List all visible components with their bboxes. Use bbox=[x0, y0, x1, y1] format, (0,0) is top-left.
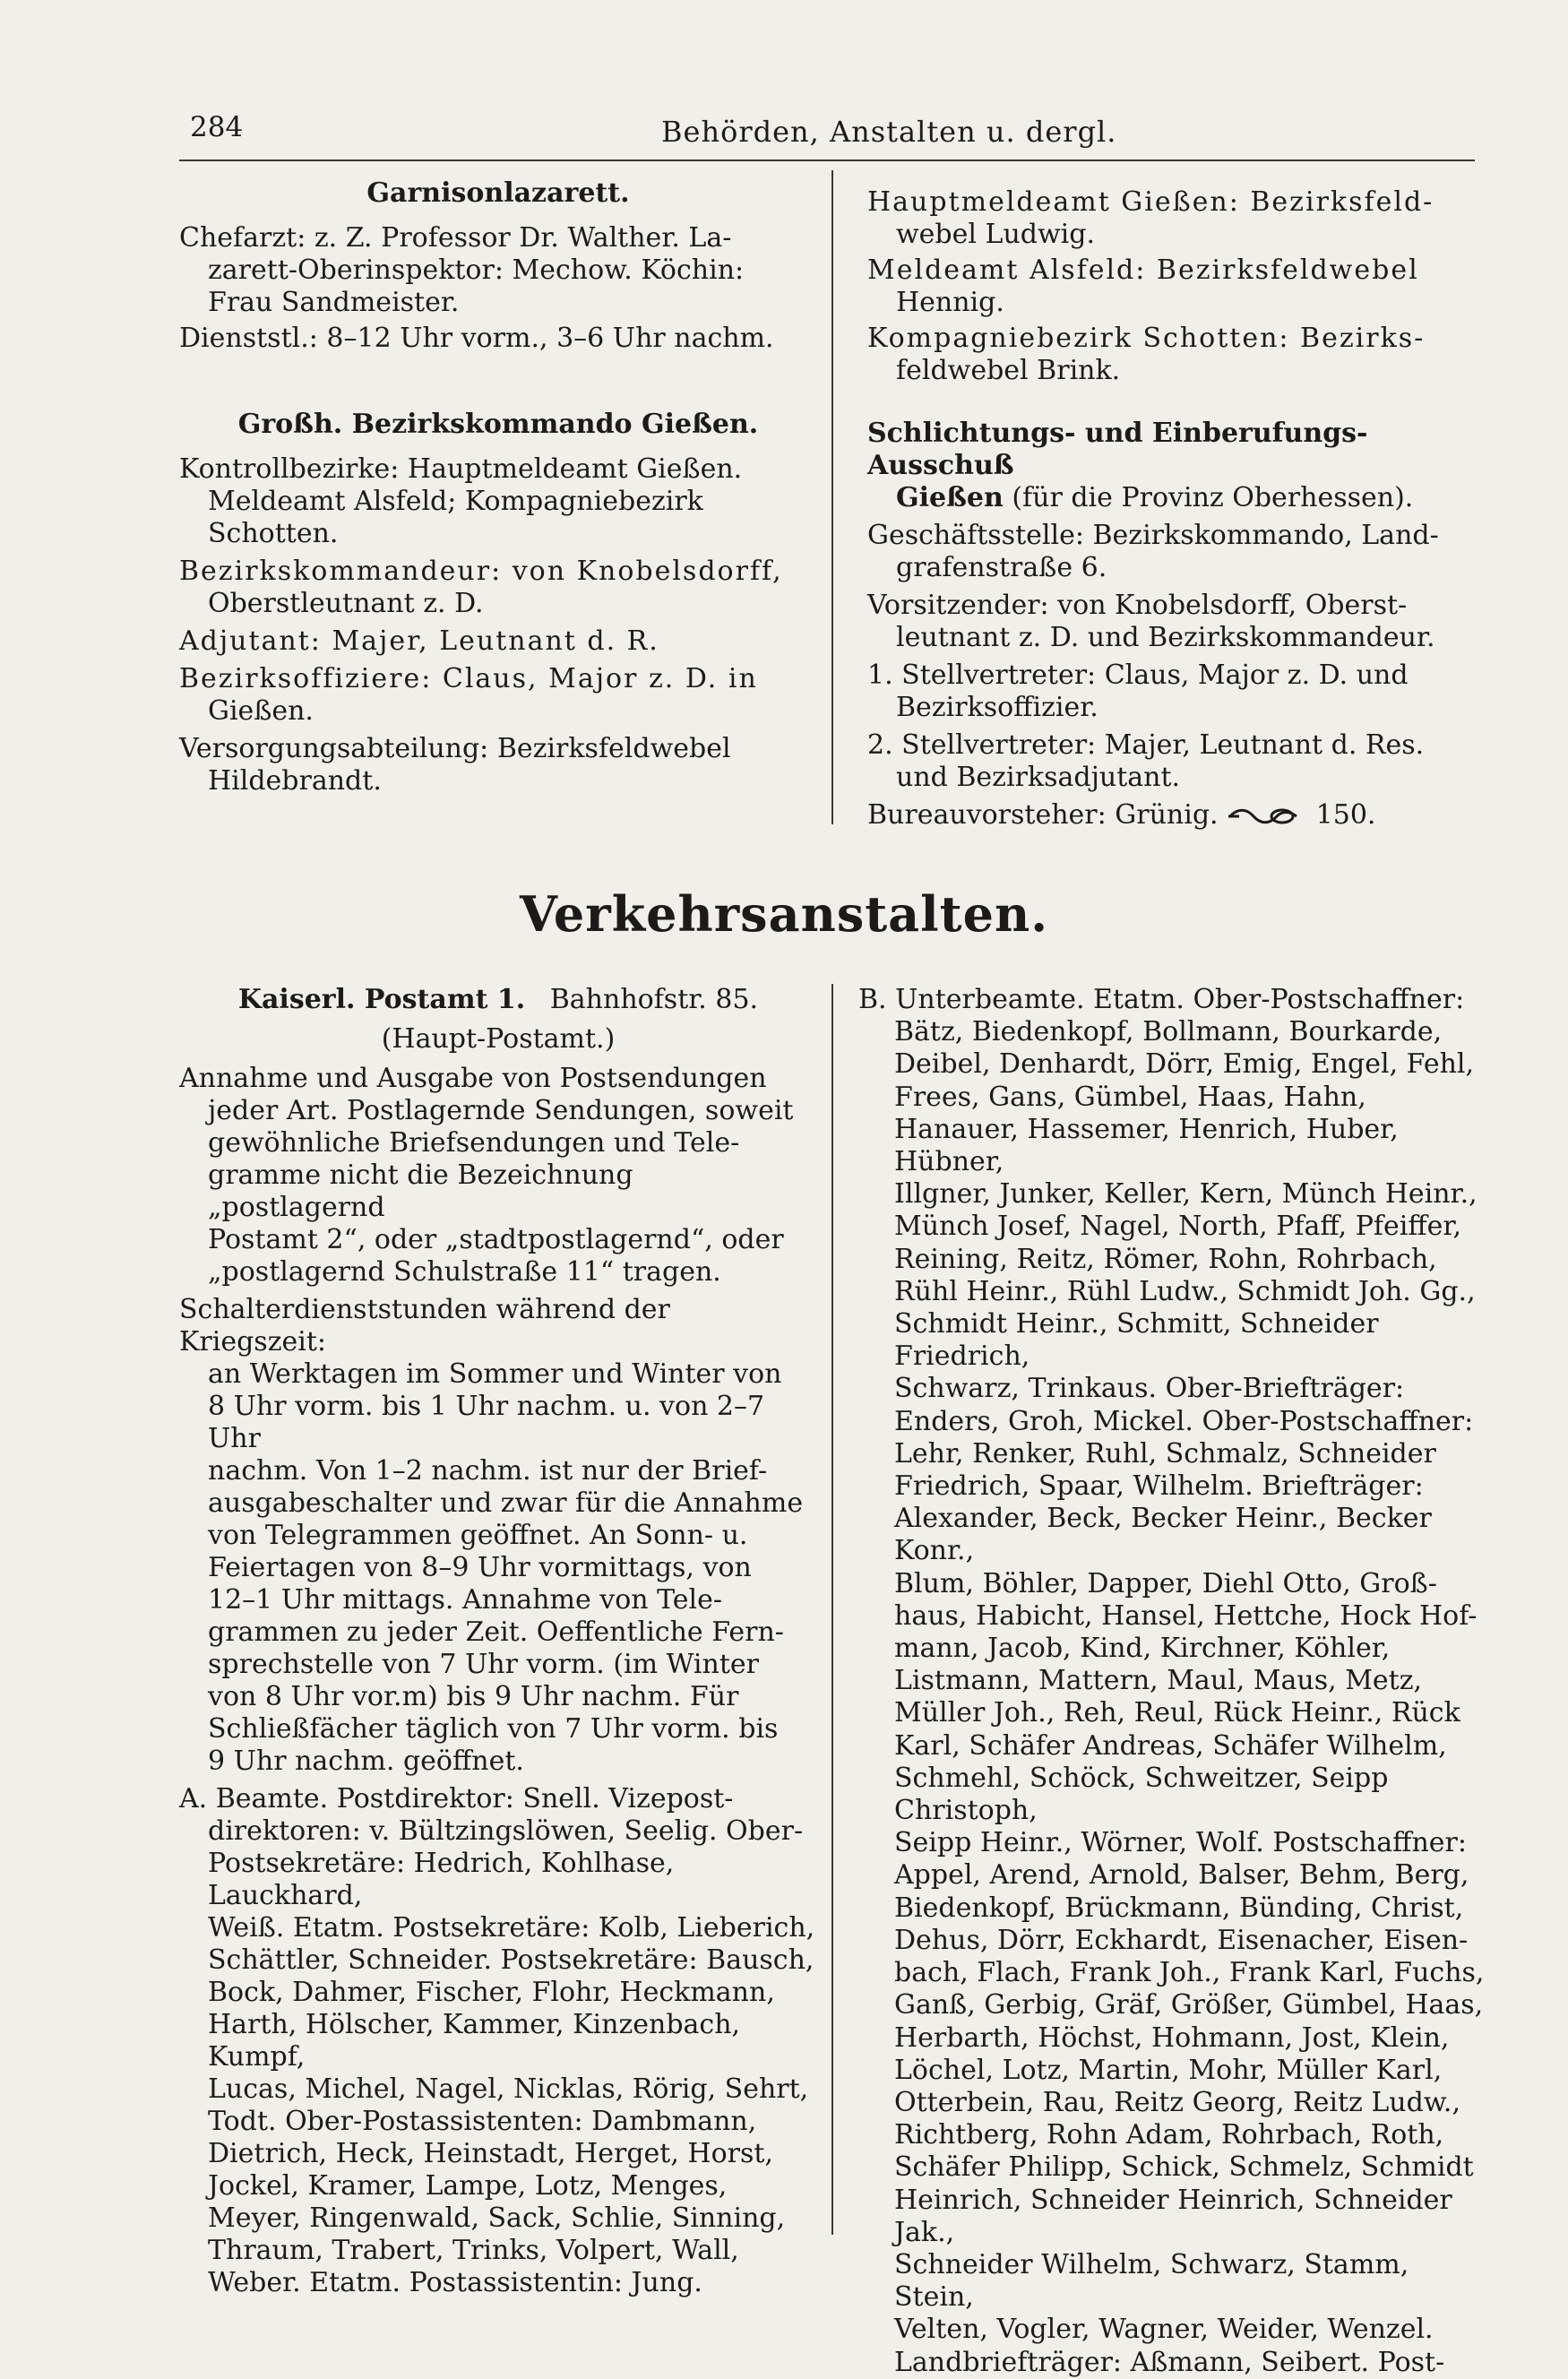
unterbeamte-line: Heinrich, Schneider Heinrich, Schneider Jak., bbox=[894, 2184, 1452, 2248]
unterbeamte-line: Landbriefträger: Aßmann, Seibert. Post- bbox=[894, 2346, 1445, 2378]
schlicht-line: Bezirksoffizier. bbox=[896, 692, 1098, 723]
postamt-heading bbox=[179, 984, 817, 1016]
unterbeamte-line: Müller Joh., Reh, Reul, Rück Heinr., Rück bbox=[894, 1697, 1460, 1729]
schlicht-line: Vorsitzender: von Knobelsdorff, Oberst- bbox=[867, 590, 1408, 621]
unterbeamte-line: Friedrich, Spaar, Wilhelm. Briefträger: bbox=[894, 1470, 1424, 1503]
bezirk-line: Versorgungsabteilung: Bezirksfeldwebel bbox=[179, 733, 731, 764]
annahme-line: Annahme und Ausgabe von Postsendungen bbox=[179, 1063, 767, 1094]
bureau-line bbox=[867, 799, 1486, 832]
column-divider-top bbox=[831, 170, 833, 824]
schalter-line: 8 Uhr vorm. bis 1 Uhr nachm. u. von 2–7 Uhr bbox=[208, 1391, 765, 1454]
schalter-line: 12–1 Uhr mittags. Annahme von Tele- bbox=[208, 1584, 723, 1616]
beamte-line: A. Beamte. Postdirektor: Snell. Vizepost- bbox=[179, 1783, 734, 1814]
beamte-line: Weber. Etatm. Postassistentin: Jung. bbox=[208, 2267, 702, 2298]
schlicht-title-main: Schlichtungs- und Einberufungs-Ausschuß bbox=[867, 418, 1368, 481]
left-top-column bbox=[179, 177, 817, 797]
schalter-line: sprechstelle von 7 Uhr vorm. (im Winter bbox=[208, 1649, 759, 1680]
unterbeamte-line: Reining, Reitz, Römer, Rohn, Rohrbach, bbox=[894, 1243, 1437, 1275]
page-number: 284 bbox=[190, 111, 244, 143]
schlicht-line: grafenstraße 6. bbox=[896, 552, 1107, 583]
meldeamt-line: Hauptmeldeamt Gießen: Bezirksfeld- bbox=[867, 186, 1434, 218]
beamte-line: Meyer, Ringenwald, Sack, Schlie, Sinning, bbox=[208, 2202, 786, 2234]
unterbeamte-line: Dehus, Dörr, Eckhardt, Eisenacher, Eisen- bbox=[894, 1924, 1469, 1956]
beamte-line: Lucas, Michel, Nagel, Nicklas, Rörig, Sehrt, bbox=[208, 2073, 809, 2105]
unterbeamte-line: Biedenkopf, Brückmann, Bünding, Christ, bbox=[894, 1892, 1464, 1924]
annahme-line: Postamt 2“, oder „stadtpostlagernd“, oder bbox=[208, 1224, 784, 1255]
unterbeamte-line: Löchel, Lotz, Martin, Mohr, Müller Karl, bbox=[894, 2054, 1443, 2086]
schalter-line: ausgabeschalter und zwar für die Annahme bbox=[208, 1487, 804, 1519]
schalter-line: Schließfächer täglich von 7 Uhr vorm. bis bbox=[208, 1713, 779, 1745]
unterbeamte-line: Blum, Böhler, Dapper, Diehl Otto, Groß- bbox=[894, 1567, 1437, 1599]
meldeamt-line: Hennig. bbox=[896, 287, 1004, 318]
bureau-tel-number: 150. bbox=[1315, 799, 1376, 831]
bezirk-line: Oberstleutnant z. D. bbox=[208, 588, 484, 619]
unterbeamte-line: Hanauer, Hassemer, Henrich, Huber, Hübner, bbox=[894, 1113, 1399, 1178]
unterbeamte-line: Seipp Heinr., Wörner, Wolf. Postschaffner: bbox=[894, 1827, 1468, 1859]
garnison-line: Dienststl.: 8–12 Uhr vorm., 3–6 Uhr nachm. bbox=[179, 323, 774, 354]
bezirk-line: Hildebrandt. bbox=[208, 765, 382, 797]
bezirk-line: Schotten. bbox=[208, 518, 339, 549]
bezirk-line: Meldeamt Alsfeld; Kompagniebezirk bbox=[208, 486, 703, 517]
beamte-line: Jockel, Kramer, Lampe, Lotz, Menges, bbox=[208, 2170, 728, 2202]
schlicht-title-city: Gießen bbox=[896, 482, 1004, 513]
meldeamt-line: Meldeamt Alsfeld: Bezirksfeldwebel bbox=[867, 254, 1419, 286]
unterbeamte-line: Schmidt Heinr., Schmitt, Schneider Friedrich, bbox=[894, 1308, 1379, 1373]
unterbeamte-line: Frees, Gans, Gümbel, Haas, Hahn, bbox=[894, 1081, 1366, 1113]
unterbeamte-line: Karl, Schäfer Andreas, Schäfer Wilhelm, bbox=[894, 1729, 1447, 1762]
right-bottom-column bbox=[858, 984, 1496, 2379]
right-top-column bbox=[867, 186, 1486, 832]
postamt-address: Bahnhofstr. 85. bbox=[549, 984, 759, 1015]
beamte-line: Schättler, Schneider. Postsekretäre: Bausch, bbox=[208, 1944, 814, 1976]
beamte-line: Harth, Hölscher, Kammer, Kinzenbach, Kumpf, bbox=[208, 2009, 741, 2073]
postamt-subtitle: (Haupt-Postamt.) bbox=[381, 1023, 616, 1055]
unterbeamte-line: B. Unterbeamte. Etatm. Ober-Postschaffner: bbox=[858, 984, 1465, 1015]
unterbeamte-line: bach, Flach, Frank Joh., Frank Karl, Fuchs, bbox=[894, 1957, 1485, 1989]
header-rule bbox=[179, 159, 1475, 161]
unterbeamte-line: Bätz, Biedenkopf, Bollmann, Bourkarde, bbox=[894, 1016, 1443, 1048]
schalter-line: an Werktagen im Sommer und Winter von bbox=[208, 1358, 782, 1390]
schlicht-line: leutnant z. D. und Bezirkskommandeur. bbox=[896, 622, 1435, 653]
unterbeamte-line: Lehr, Renker, Ruhl, Schmalz, Schneider bbox=[894, 1437, 1436, 1470]
schalter-line: nachm. Von 1–2 nachm. ist nur der Brief- bbox=[208, 1455, 768, 1487]
unterbeamte-line: Herbarth, Höchst, Hohmann, Jost, Klein, bbox=[894, 2021, 1450, 2054]
telephone-icon bbox=[1227, 806, 1300, 826]
unterbeamte-line: Schäfer Philipp, Schick, Schmelz, Schmidt bbox=[894, 2151, 1474, 2184]
meldeamt-line: feldwebel Brink. bbox=[896, 355, 1121, 386]
schlicht-title bbox=[867, 418, 1486, 482]
schlicht-title-province: (für die Provinz Oberhessen). bbox=[1012, 482, 1414, 513]
schalter-line: grammen zu jeder Zeit. Oeffentliche Fern- bbox=[208, 1616, 784, 1648]
unterbeamte-line: Ganß, Gerbig, Gräf, Größer, Gümbel, Haas, bbox=[894, 1989, 1484, 2021]
beamte-line: Bock, Dahmer, Fischer, Flohr, Heckmann, bbox=[208, 1977, 775, 2008]
schlicht-line: und Bezirksadjutant. bbox=[896, 762, 1181, 793]
bezirk-line: Bezirkskommandeur: von Knobelsdorff, bbox=[179, 556, 783, 587]
bezirk-line: Gießen. bbox=[208, 695, 314, 727]
beamte-line: Weiß. Etatm. Postsekretäre: Kolb, Lieberich, bbox=[208, 1912, 815, 1944]
postamt-title: Kaiserl. Postamt 1. bbox=[237, 984, 526, 1015]
schlicht-line: 1. Stellvertreter: Claus, Major z. D. und bbox=[867, 659, 1409, 691]
unterbeamte-line: Münch Josef, Nagel, North, Pfaff, Pfeiffer, bbox=[894, 1211, 1462, 1243]
column-divider-bottom bbox=[831, 984, 833, 2235]
beamte-line: Dietrich, Heck, Heinstadt, Herget, Horst, bbox=[208, 2138, 773, 2169]
bezirk-line: Adjutant: Majer, Leutnant d. R. bbox=[179, 625, 659, 657]
bezirk-title: Großh. Bezirkskommando Gießen. bbox=[237, 409, 759, 440]
unterbeamte-line: mann, Jacob, Kind, Kirchner, Köhler, bbox=[894, 1633, 1391, 1665]
schalter-line: Feiertagen von 8–9 Uhr vormittags, von bbox=[208, 1552, 752, 1583]
unterbeamte-line: Schneider Wilhelm, Schwarz, Stamm, Stein, bbox=[894, 2248, 1409, 2314]
schalter-line: 9 Uhr nachm. geöffnet. bbox=[208, 1745, 524, 1777]
unterbeamte-line: Schwarz, Trinkaus. Ober-Briefträger: bbox=[894, 1373, 1405, 1405]
unterbeamte-line: Enders, Groh, Mickel. Ober-Postschaffner: bbox=[894, 1405, 1474, 1437]
schalter-line: von Telegrammen geöffnet. An Sonn- u. bbox=[208, 1520, 748, 1551]
bezirk-line: Bezirksoffiziere: Claus, Major z. D. in bbox=[179, 663, 758, 694]
beamte-line: Thraum, Trabert, Trinks, Volpert, Wall, bbox=[208, 2235, 739, 2266]
unterbeamte-line: Schmehl, Schöck, Schweitzer, Seipp Christoph, bbox=[894, 1762, 1389, 1827]
annahme-line: gramme nicht die Bezeichnung „postlagernd bbox=[208, 1159, 633, 1223]
unterbeamte-line: Velten, Vogler, Wagner, Weider, Wenzel. bbox=[894, 2314, 1434, 2346]
unterbeamte-line: Alexander, Beck, Becker Heinr., Becker Konr., bbox=[894, 1503, 1432, 1567]
schlicht-title-cont bbox=[867, 482, 1486, 514]
meldeamt-line: webel Ludwig. bbox=[896, 219, 1095, 250]
schlicht-line: Geschäftsstelle: Bezirkskommando, Land- bbox=[867, 520, 1439, 551]
unterbeamte-line: Illgner, Junker, Keller, Kern, Münch Heinr., bbox=[894, 1178, 1478, 1211]
schalter-line: von 8 Uhr vor.m) bis 9 Uhr nachm. Für bbox=[208, 1681, 739, 1712]
bureau-label: Bureauvorsteher: Grünig. bbox=[867, 799, 1219, 831]
annahme-line: gewöhnliche Briefsendungen und Tele- bbox=[208, 1127, 740, 1159]
meldeamt-line: Kompagniebezirk Schotten: Bezirks- bbox=[867, 323, 1426, 354]
unterbeamte-line: Listmann, Mattern, Maul, Maus, Metz, bbox=[894, 1665, 1423, 1697]
annahme-line: jeder Art. Postlagernde Sendungen, soweit bbox=[208, 1095, 794, 1126]
unterbeamte-line: haus, Habicht, Hansel, Hettche, Hock Hof- bbox=[894, 1599, 1478, 1632]
beamte-line: Postsekretäre: Hedrich, Kohlhase, Lauckhard, bbox=[208, 1848, 675, 1911]
beamte-line: direktoren: v. Bültzingslöwen, Seelig. Ober- bbox=[208, 1815, 804, 1847]
beamte-line: Todt. Ober-Postassistenten: Dambmann, bbox=[208, 2106, 757, 2137]
garnison-title: Garnisonlazarett. bbox=[366, 177, 630, 209]
running-head: Behörden, Anstalten u. dergl. bbox=[661, 115, 1117, 149]
garnison-line: Frau Sandmeister. bbox=[208, 287, 460, 318]
left-bottom-column bbox=[179, 984, 817, 2299]
unterbeamte-line: Richtberg, Rohn Adam, Rohrbach, Roth, bbox=[894, 2119, 1444, 2151]
garnison-line: zarett-Oberinspektor: Mechow. Köchin: bbox=[208, 254, 745, 286]
unterbeamte-line: Appel, Arend, Arnold, Balser, Behm, Berg, bbox=[894, 1859, 1469, 1892]
unterbeamte-line: Rühl Heinr., Rühl Ludw., Schmidt Joh. Gg., bbox=[894, 1275, 1476, 1307]
section-title: Verkehrsanstalten. bbox=[519, 885, 1049, 943]
schlicht-line: 2. Stellvertreter: Majer, Leutnant d. Res. bbox=[867, 729, 1425, 761]
unterbeamte-line: Otterbein, Rau, Reitz Georg, Reitz Ludw., bbox=[894, 2086, 1461, 2118]
garnison-line: Chefarzt: z. Z. Professor Dr. Walther. La- bbox=[179, 222, 732, 254]
annahme-line: „postlagernd Schulstraße 11“ tragen. bbox=[208, 1256, 721, 1288]
schalter-line: Schalterdienststunden während der Kriegszeit: bbox=[179, 1294, 670, 1358]
bezirk-line: Kontrollbezirke: Hauptmeldeamt Gießen. bbox=[179, 453, 743, 485]
unterbeamte-line: Deibel, Denhardt, Dörr, Emig, Engel, Fehl, bbox=[894, 1048, 1475, 1081]
